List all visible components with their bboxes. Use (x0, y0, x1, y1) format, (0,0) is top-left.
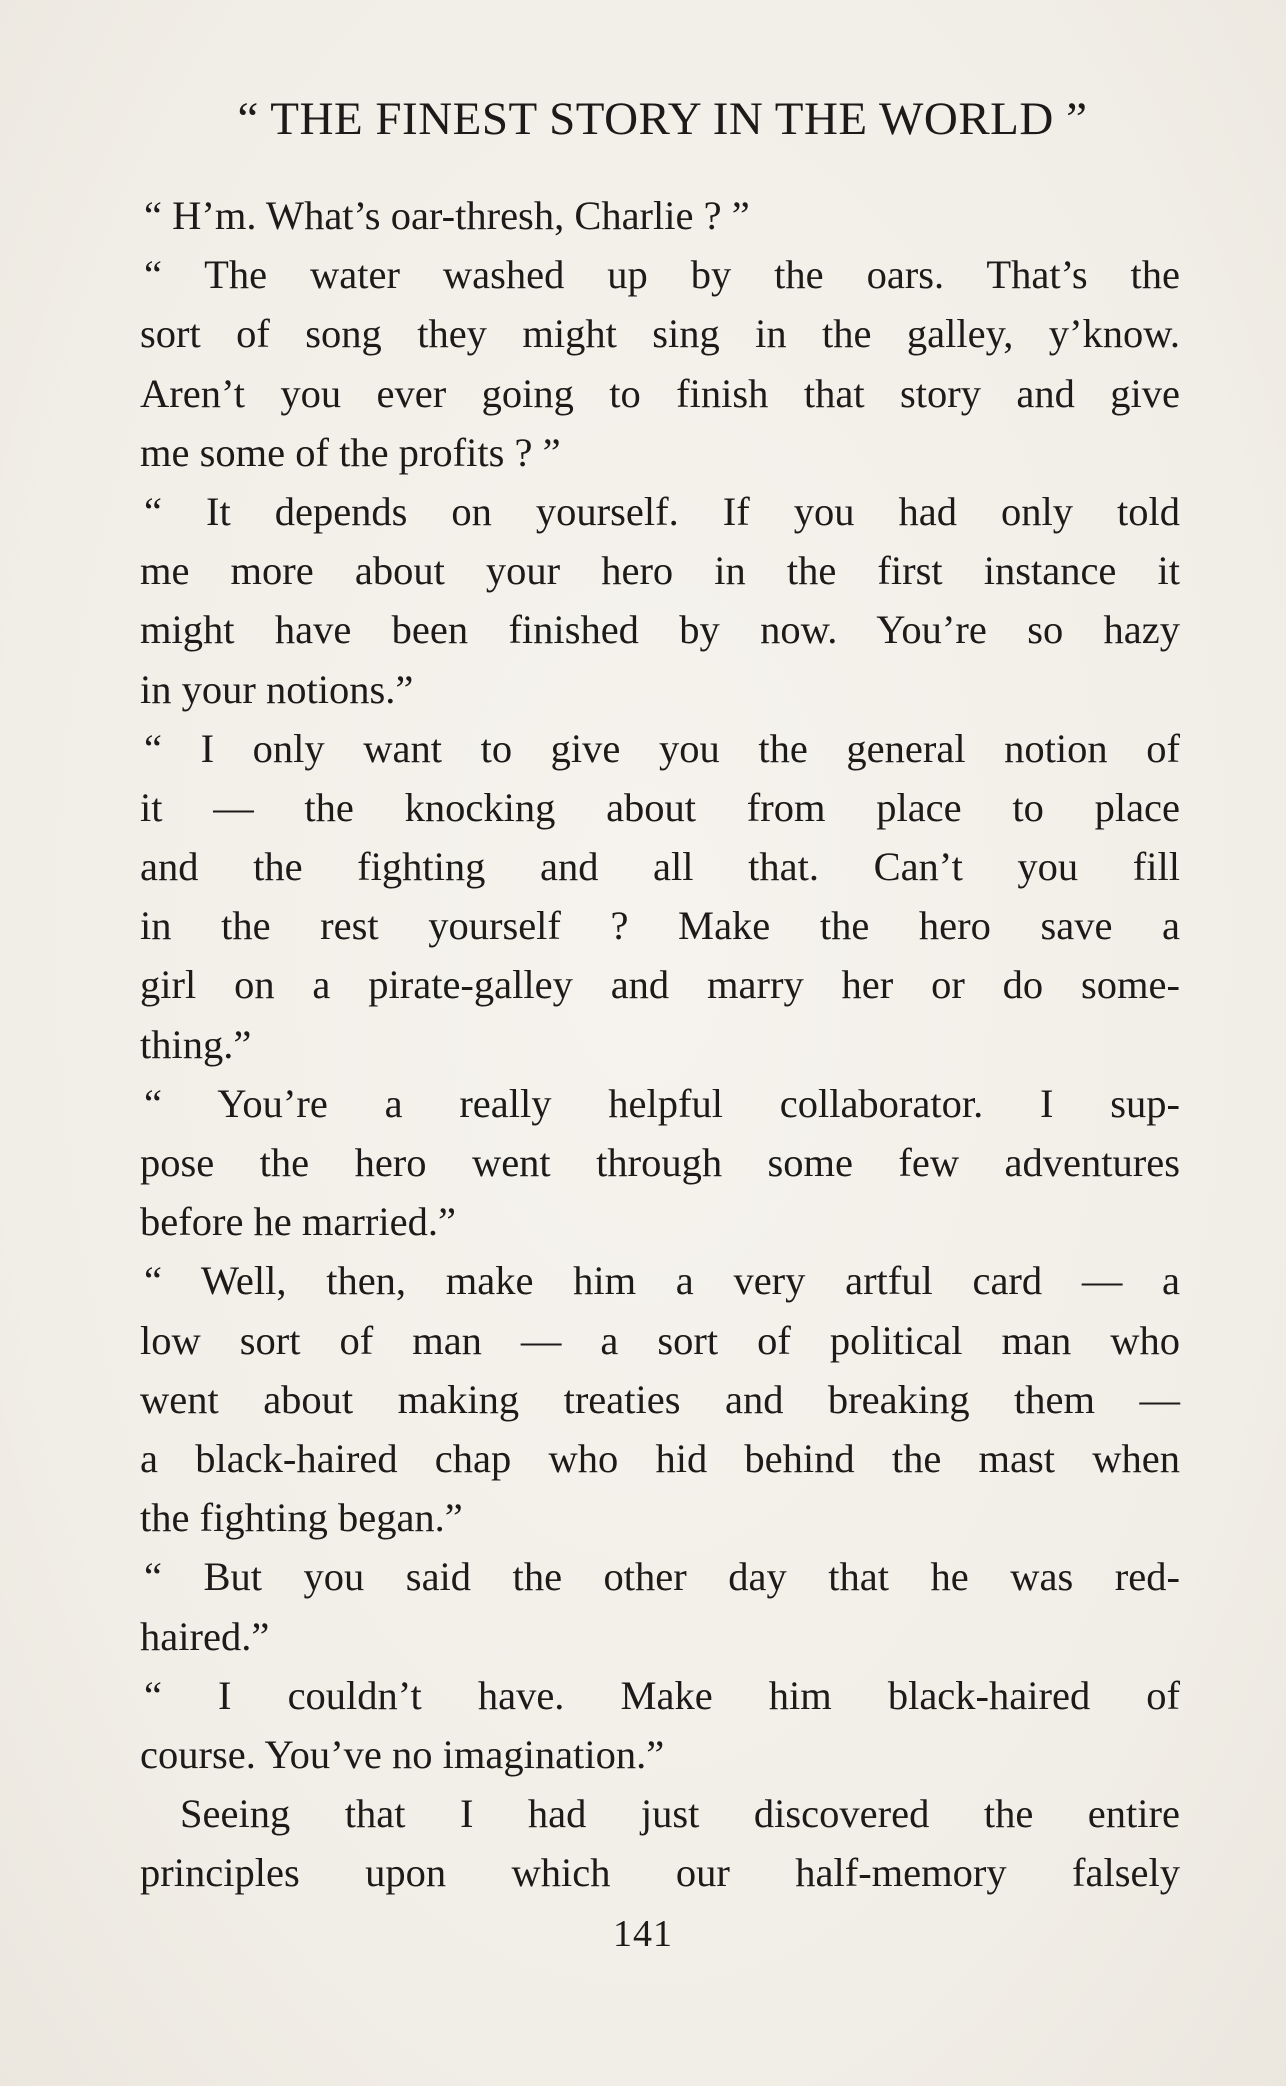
text-line: “ But you said the other day that he was red- (144, 1554, 1180, 1600)
text-line: course. You’ve no imagination.” (140, 1731, 665, 1777)
text-line: “ Well, then, make him a very artful card — a (144, 1258, 1180, 1304)
page-number: 141 (613, 1913, 673, 1955)
text-line: and the fighting and all that. Can’t you fill (140, 844, 1180, 890)
text-line: Aren’t you ever going to finish that story and give (140, 370, 1180, 416)
text-line: sort of song they might sing in the galley, y’know. (140, 311, 1180, 357)
text-line: in your notions.” (140, 666, 414, 712)
body-text (140, 186, 1180, 1902)
text-line: “ You’re a really helpful collaborator. I sup- (144, 1080, 1180, 1126)
text-line: “ I only want to give you the general notion of (144, 725, 1180, 771)
text-line: Seeing that I had just discovered the entire (180, 1791, 1180, 1837)
text-line: in the rest yourself ? Make the hero save a (140, 903, 1180, 949)
text-line: might have been finished by now. You’re so hazy (140, 607, 1180, 653)
text-line: “ I couldn’t have. Make him black-haired of (144, 1672, 1180, 1718)
text-line: “ It depends on yourself. If you had only told (144, 488, 1180, 534)
text-line: principles upon which our half-memory falsely (140, 1850, 1180, 1896)
text-line: “ The water washed up by the oars. That’s the (144, 252, 1180, 298)
text-line: the fighting began.” (140, 1495, 463, 1541)
text-line: me more about your hero in the first instance it (140, 548, 1180, 594)
text-line: low sort of man — a sort of political man who (140, 1317, 1180, 1363)
text-line: “ H’m. What’s oar-thresh, Charlie ? ” (144, 193, 750, 238)
text-line: went about making treaties and breaking them — (140, 1376, 1180, 1422)
text-line: a black-haired chap who hid behind the mast when (140, 1435, 1180, 1481)
text-line: thing.” (140, 1021, 252, 1067)
text-line: girl on a pirate-galley and marry her or do some- (140, 962, 1180, 1008)
text-line: me some of the profits ? ” (140, 429, 561, 475)
text-line: haired.” (140, 1613, 270, 1659)
text-line: it — the knocking about from place to place (140, 784, 1180, 830)
text-line: before he married.” (140, 1199, 456, 1245)
text-line: pose the hero went through some few adventures (140, 1140, 1180, 1185)
running-head: “ THE FINEST STORY IN THE WORLD ” (237, 93, 1088, 145)
